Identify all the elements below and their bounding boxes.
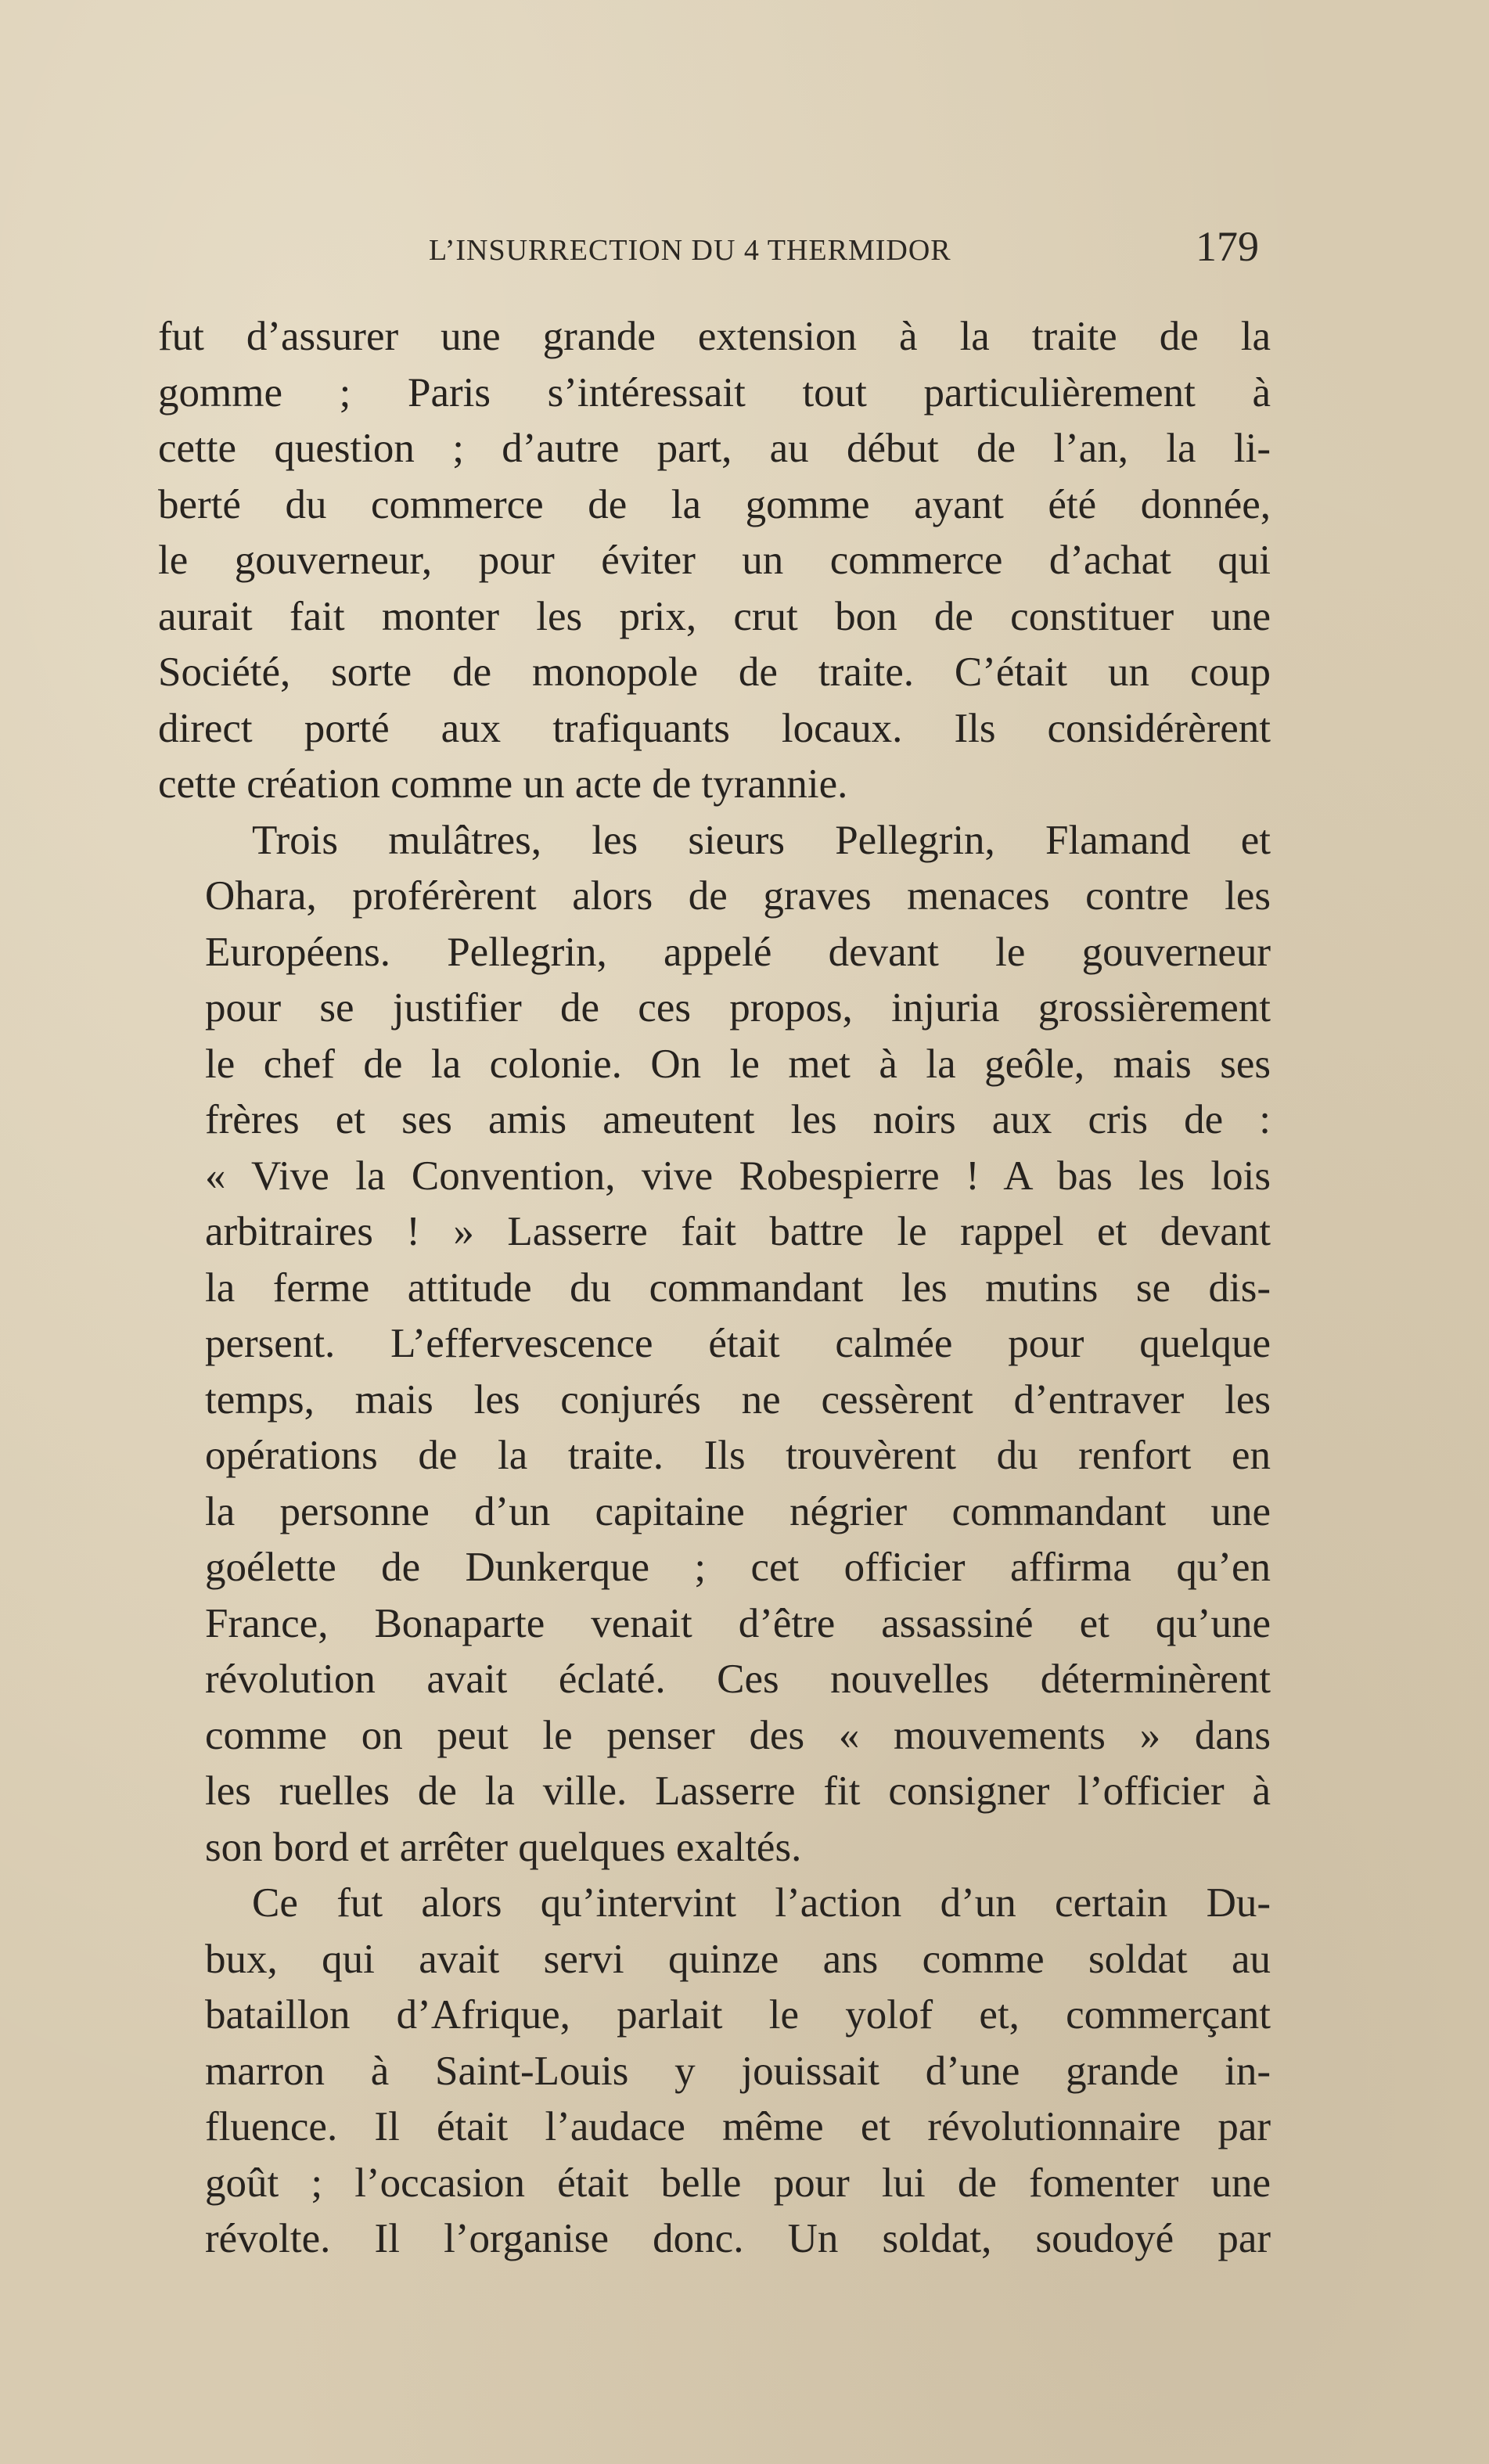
text-line: fut d’assurer une grande extension à la traite de la xyxy=(158,314,1271,359)
text-line: France, Bonaparte venait d’être assassiné et qu’une xyxy=(205,1600,1271,1646)
text-line: pour se justifier de ces propos, injuria grossièrement xyxy=(205,985,1271,1031)
text-line: cette création comme un acte de tyrannie. xyxy=(158,761,848,807)
text-line: bux, qui avait servi quinze ans comme soldat au xyxy=(205,1936,1271,1982)
text-line: le gouverneur, pour éviter un commerce d’achat qui xyxy=(158,538,1271,583)
running-head xyxy=(0,221,1489,283)
text-line: direct porté aux trafiquants locaux. Ils considérèrent xyxy=(158,705,1271,751)
paragraph-2 xyxy=(158,813,1271,1876)
text-line: aurait fait monter les prix, crut bon de constituer une xyxy=(158,593,1271,639)
text-line: bataillon d’Afrique, parlait le yolof et, commerçant xyxy=(205,1992,1271,2038)
text-line: « Vive la Convention, vive Robespierre ! A bas les lois xyxy=(205,1153,1271,1199)
text-line: son bord et arrêter quelques exaltés. xyxy=(205,1824,802,1870)
page-number: 179 xyxy=(1196,223,1259,270)
text-line: révolution avait éclaté. Ces nouvelles déterminèrent xyxy=(205,1656,1271,1702)
text-line: temps, mais les conjurés ne cessèrent d’entraver les xyxy=(205,1376,1271,1423)
text-line: la personne d’un capitaine négrier commandant une xyxy=(205,1488,1271,1534)
text-line: goélette de Dunkerque ; cet officier affirma qu’en xyxy=(205,1545,1271,1590)
text-line: révolte. Il l’organise donc. Un soldat, soudoyé par xyxy=(205,2216,1271,2261)
text-line: la ferme attitude du commandant les mutins se dis- xyxy=(205,1264,1271,1311)
text-line: les ruelles de la ville. Lasserre fit consigner l’officier à xyxy=(205,1768,1271,1814)
text-line: le chef de la colonie. On le met à la geôle, mais ses xyxy=(205,1041,1271,1087)
text-line: opérations de la traite. Ils trouvèrent du renfort en xyxy=(205,1433,1271,1478)
running-title: L’INSURRECTION DU 4 THERMIDOR xyxy=(429,234,951,267)
text-line: frères et ses amis ameutent les noirs aux cris de : xyxy=(205,1097,1271,1142)
text-line: Société, sorte de monopole de traite. C’était un coup xyxy=(158,649,1271,695)
text-line: Ce fut alors qu’intervint l’action d’un certain Du- xyxy=(252,1880,1271,1926)
paragraph-1 xyxy=(158,309,1271,813)
text-line: Trois mulâtres, les sieurs Pellegrin, Flamand et xyxy=(252,817,1271,863)
text-line: goût ; l’occasion était belle pour lui de fomenter une xyxy=(205,2160,1271,2206)
text-line: arbitraires ! » Lasserre fait battre le rappel et devant xyxy=(205,1209,1271,1254)
text-line: marron à Saint-Louis y jouissait d’une grande in- xyxy=(205,2048,1271,2094)
text-line: gomme ; Paris s’intéressait tout particulièrement à xyxy=(158,369,1271,415)
text-line: Ohara, proférèrent alors de graves menaces contre les xyxy=(205,873,1271,919)
body-text xyxy=(158,309,1271,2268)
text-line: berté du commerce de la gomme ayant été donnée, xyxy=(158,481,1271,527)
text-line: comme on peut le penser des « mouvements » dans xyxy=(205,1712,1271,1758)
paragraph-3 xyxy=(158,1876,1271,2268)
text-line: fluence. Il était l’audace même et révolutionnaire par xyxy=(205,2104,1271,2149)
text-line: cette question ; d’autre part, au début de l’an, la li- xyxy=(158,426,1271,471)
text-line: persent. L’effervescence était calmée pour quelque xyxy=(205,1321,1271,1366)
text-line: Européens. Pellegrin, appelé devant le gouverneur xyxy=(205,929,1271,975)
